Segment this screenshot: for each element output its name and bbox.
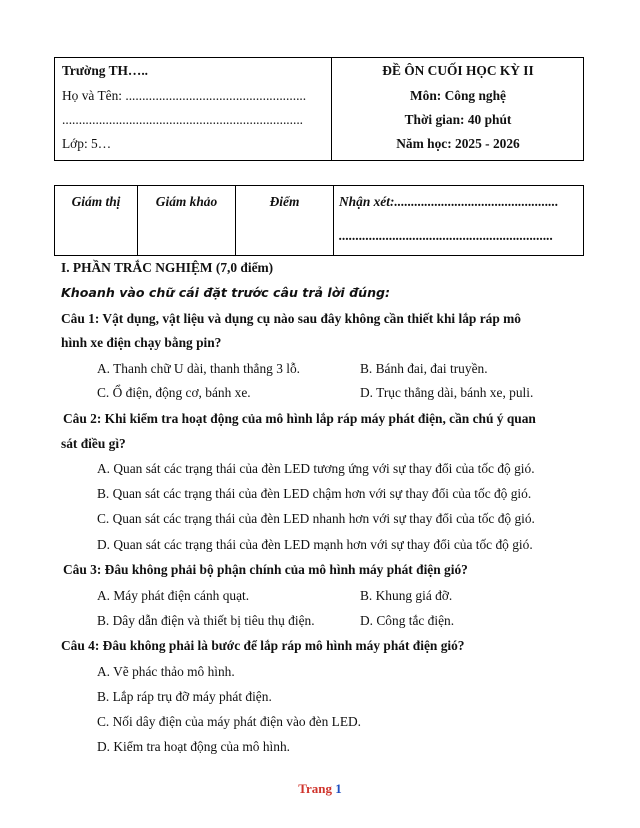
q1-option-c: C. Ổ điện, động cơ, bánh xe. (97, 385, 251, 400)
comment-line: ................................................................ (339, 228, 554, 243)
q3-option-d: D. Công tắc điện. (360, 613, 455, 628)
q4-option-c: C. Nối dây điện của máy phát điện vào đèn LED. (97, 714, 362, 729)
score-label: Điểm (269, 194, 300, 209)
proctor-label: Giám thị (71, 194, 121, 209)
q3-option-b: B. Khung giá đỡ. (360, 588, 453, 603)
question-3-text: Câu 3: Đâu không phải bộ phận chính của mô hình máy phát điện gió? (63, 562, 468, 577)
q2-option-a: A. Quan sát các trạng thái của đèn LED tương ứng với sự thay đổi của tốc độ gió. (97, 461, 535, 476)
question-1-text-cont: hình xe điện chạy bằng pin? (61, 335, 222, 350)
q2-option-d: D. Quan sát các trạng thái của đèn LED mạnh hơn với sự thay đổi của tốc độ gió. (97, 537, 533, 552)
student-name-field: Họ và Tên: ...................................................... (62, 88, 307, 103)
q4-option-d: D. Kiểm tra hoạt động của mô hình. (97, 739, 291, 754)
page-footer (0, 781, 640, 797)
question-1-text: Câu 1: Vật dụng, vật liệu và dụng cụ nào sau đây không cần thiết khi lắp ráp mô (61, 311, 521, 326)
q3-option-a: A. Máy phát điện cánh quạt. (97, 588, 250, 603)
student-name-continuation: ........................................................................ (62, 112, 304, 127)
question-2-text-cont: sát điều gì? (61, 436, 126, 451)
q1-option-b: B. Bánh đai, đai truyền. (360, 361, 488, 376)
q2-option-b: B. Quan sát các trạng thái của đèn LED chậm hơn với sự thay đổi của tốc độ gió. (97, 486, 532, 501)
class-field: Lớp: 5… (62, 136, 112, 151)
examiner-label: Giám khảo (155, 194, 218, 209)
page-number: 1 (335, 781, 342, 796)
q1-option-a: A. Thanh chữ U dài, thanh thẳng 3 lỗ. (97, 361, 300, 376)
q4-option-a: A. Vẽ phác thảo mô hình. (97, 664, 235, 679)
subject: Môn: Công nghệ (410, 88, 506, 103)
exam-header-table (54, 57, 584, 161)
q3-option-c: B. Dây dẫn điện và thiết bị tiêu thụ điện. (97, 613, 315, 628)
q4-option-b: B. Lắp ráp trụ đỡ máy phát điện. (97, 689, 272, 704)
school-year: Năm học: 2025 - 2026 (396, 136, 520, 151)
grading-divider (333, 186, 334, 255)
section-title: I. PHẦN TRẮC NGHIỆM (7,0 điểm) (61, 260, 274, 275)
exam-title: ĐỀ ÔN CUỐI HỌC KỲ II (382, 63, 534, 78)
section-instruction: Khoanh vào chữ cái đặt trước câu trả lời đúng: (61, 285, 391, 300)
q2-option-c: C. Quan sát các trạng thái của đèn LED nhanh hơn với sự thay đổi của tốc độ gió. (97, 511, 535, 526)
page-label: Trang (298, 781, 332, 796)
school-name: Trường TH….. (62, 63, 149, 78)
q1-option-d: D. Trục thẳng dài, bánh xe, puli. (360, 385, 534, 400)
question-4-text: Câu 4: Đâu không phải là bước để lắp ráp mô hình máy phát điện gió? (61, 638, 465, 653)
grading-table (54, 185, 584, 256)
question-2-text: Câu 2: Khi kiểm tra hoạt động của mô hình lắp ráp máy phát điện, cần chú ý quan (63, 411, 536, 426)
duration: Thời gian: 40 phút (404, 112, 512, 127)
comment-label: Nhận xét:................................................. (339, 194, 559, 209)
